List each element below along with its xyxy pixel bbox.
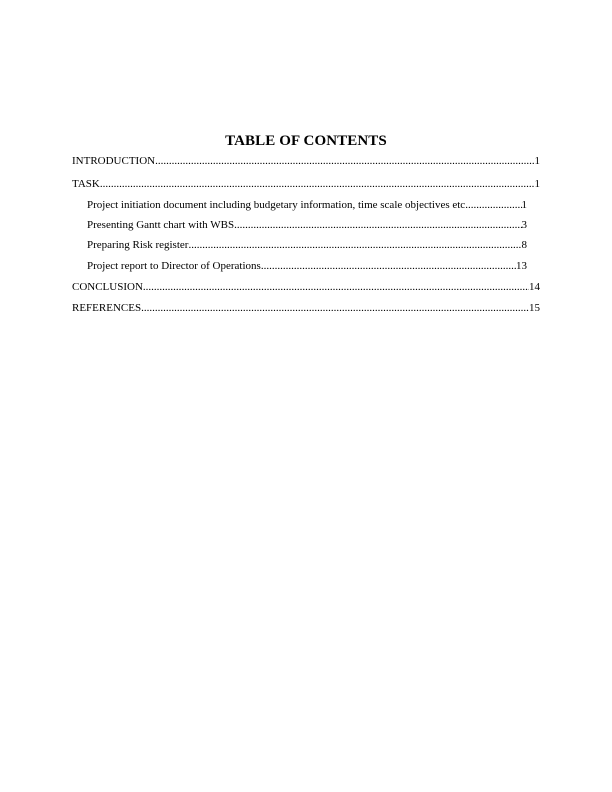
dot-leader (143, 281, 529, 294)
toc-entry-risk-register[interactable] (87, 239, 527, 253)
toc-entry-references[interactable] (72, 302, 540, 316)
dot-leader (261, 260, 516, 273)
dot-leader (100, 178, 535, 191)
toc-entry-label: Preparing Risk register (87, 239, 189, 251)
toc-page-number: 1 (534, 178, 540, 190)
dot-leader (465, 199, 521, 212)
toc-entry-label: REFERENCES (72, 302, 142, 314)
toc-entry-label: CONCLUSION (72, 281, 143, 293)
toc-entry-conclusion[interactable] (72, 281, 540, 295)
toc-page-number: 13 (516, 260, 527, 272)
toc-page-number: 1 (521, 199, 527, 211)
toc-entry-gantt-chart[interactable] (87, 219, 527, 233)
toc-entry-label: INTRODUCTION (72, 155, 156, 167)
toc-entry-label: Project initiation document including budgetary information, time scale objectives etc (87, 199, 466, 211)
toc-page-number: 3 (521, 219, 527, 231)
toc-entry-label: Project report to Director of Operations (87, 260, 261, 272)
toc-page-number: 14 (529, 281, 540, 293)
dot-leader (155, 155, 534, 168)
toc-entry-project-report[interactable] (87, 260, 527, 274)
toc-entry-label: Presenting Gantt chart with WBS (87, 219, 235, 231)
toc-entry-task[interactable] (72, 178, 540, 192)
toc-page-number: 8 (521, 239, 527, 251)
toc-entry-introduction[interactable] (72, 155, 540, 169)
dot-leader (141, 302, 529, 315)
toc-page-number: 1 (534, 155, 540, 167)
dot-leader (188, 239, 521, 252)
toc-heading: TABLE OF CONTENTS (225, 133, 387, 149)
dot-leader (234, 219, 521, 232)
toc-page-number: 15 (529, 302, 540, 314)
toc-entry-label: TASK (72, 178, 100, 190)
toc-entry-project-initiation[interactable] (87, 199, 527, 213)
